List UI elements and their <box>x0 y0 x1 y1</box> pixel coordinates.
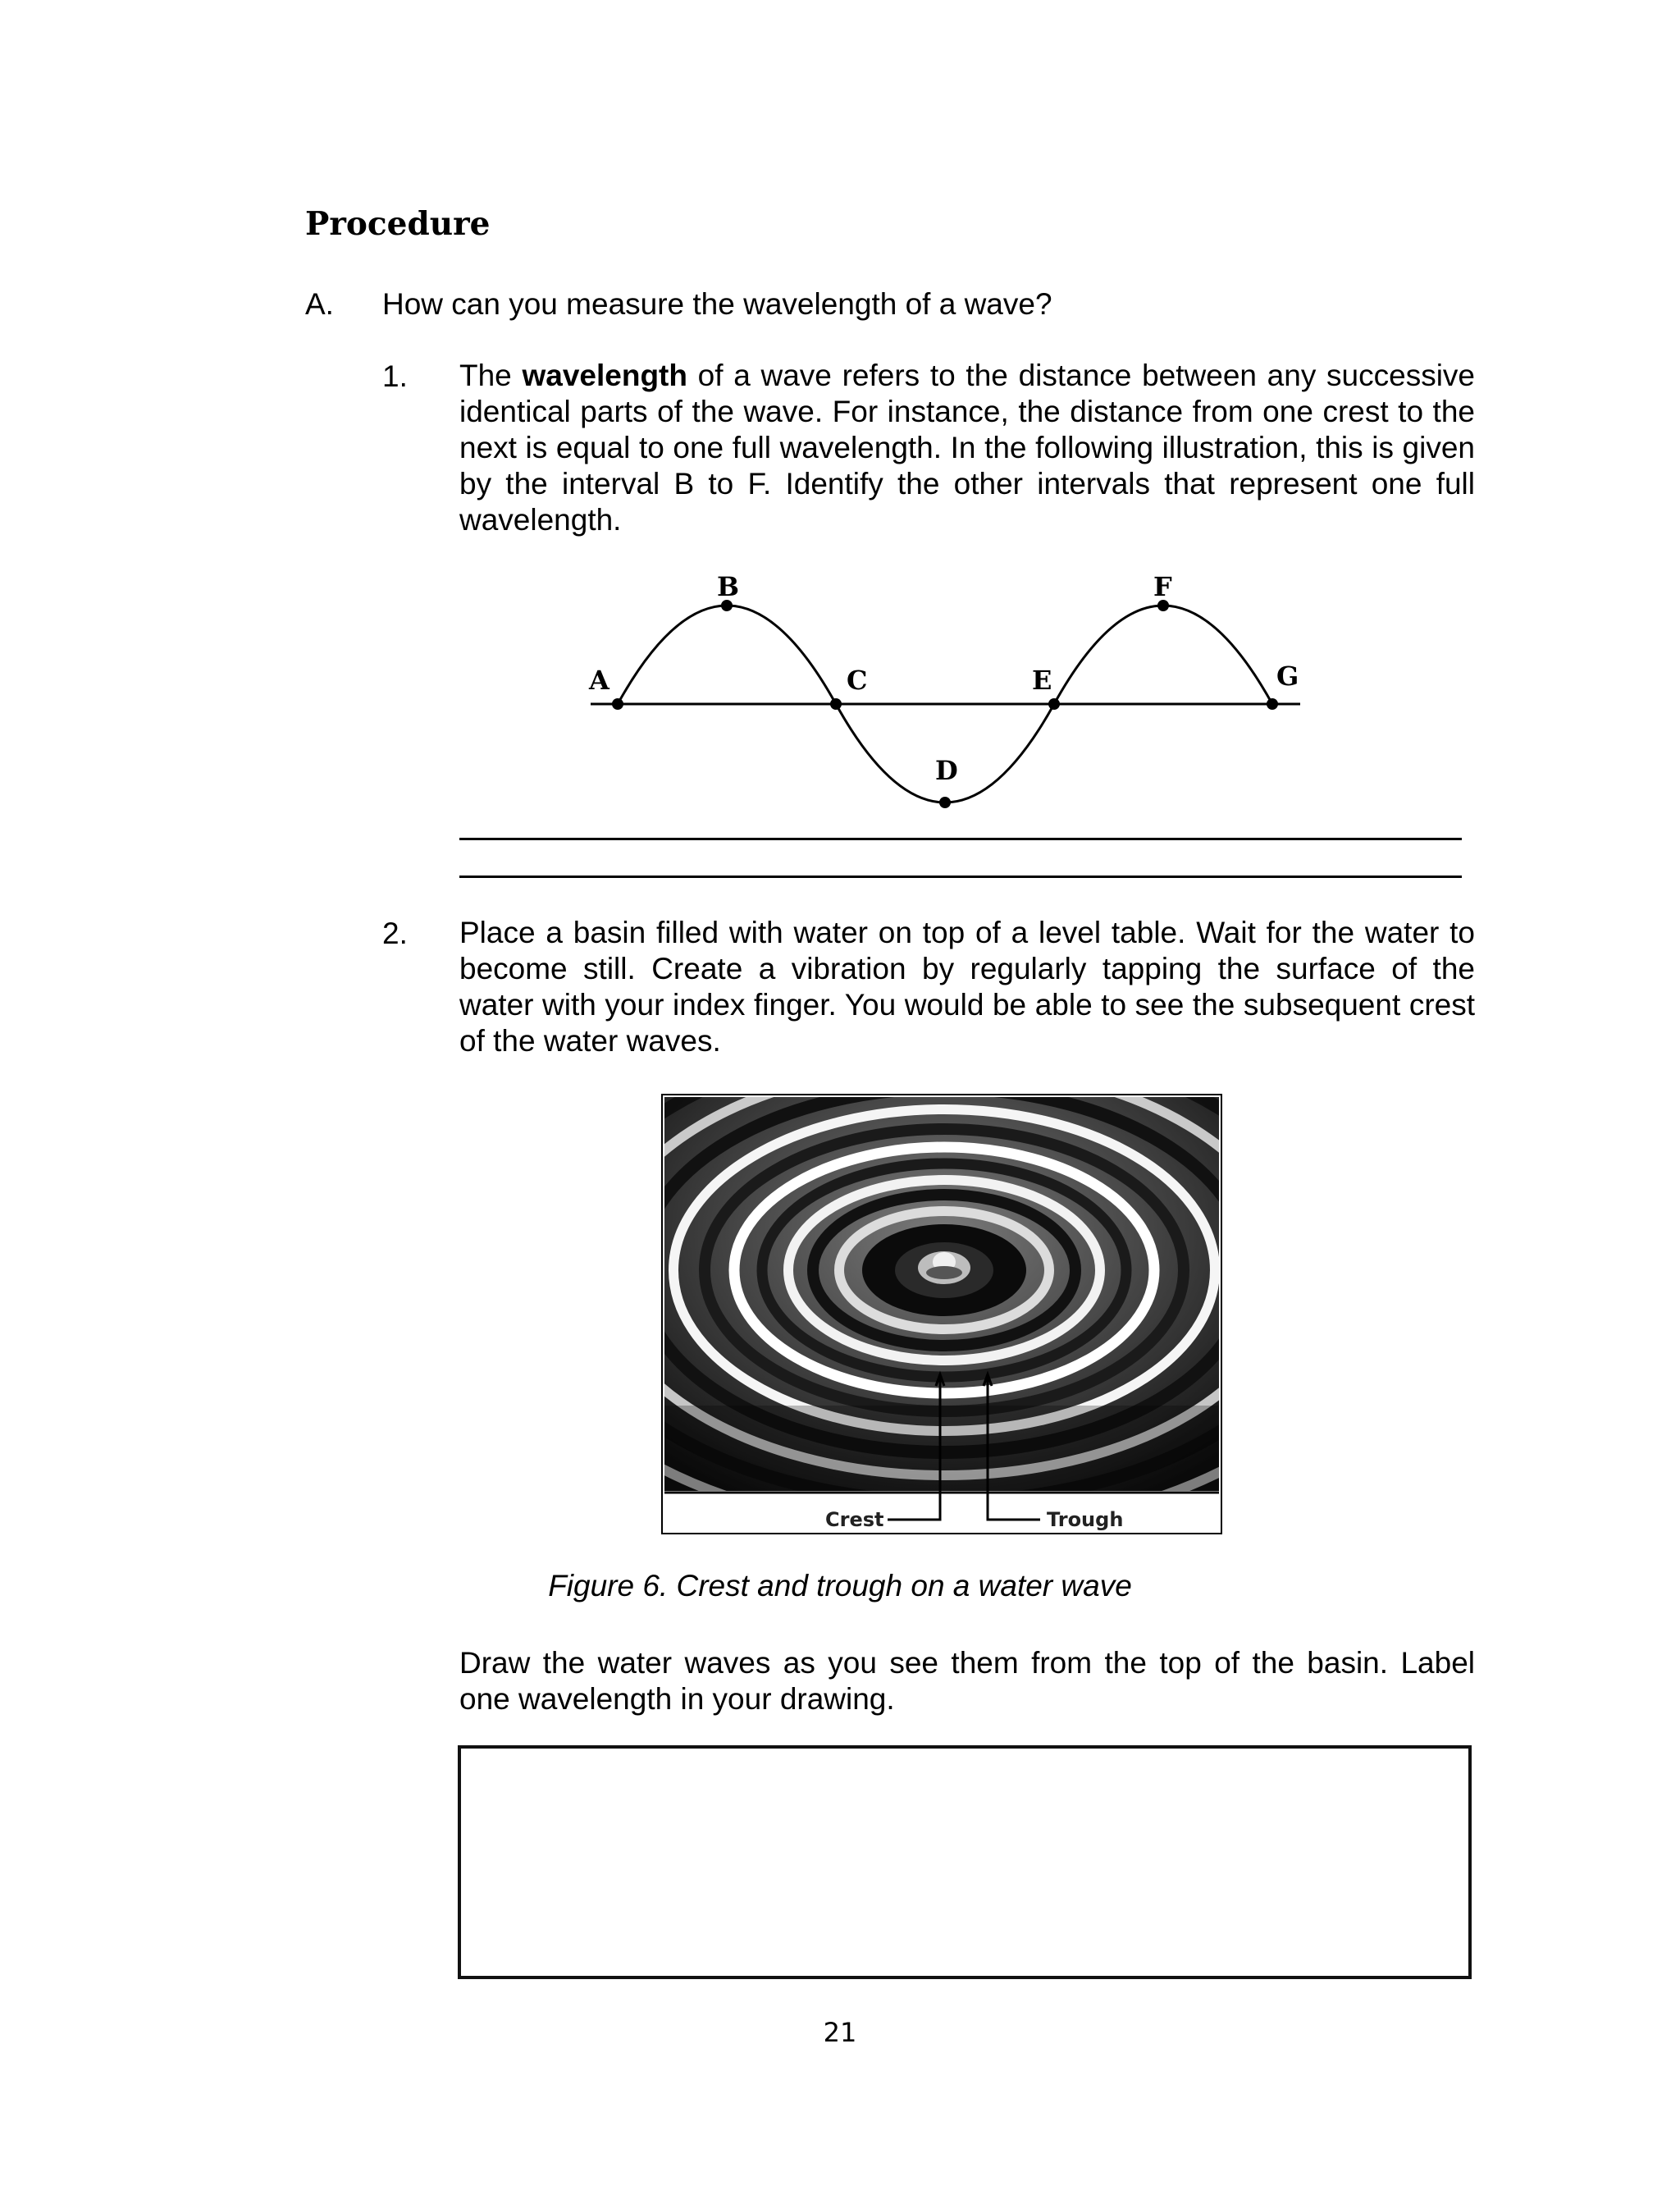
wave-diagram <box>574 566 1329 812</box>
point-d-dot <box>939 797 951 808</box>
trough-label: Trough <box>1047 1508 1124 1531</box>
point-a-dot <box>612 698 623 710</box>
point-g-dot <box>1267 698 1278 710</box>
item-2-text: Place a basin filled with water on top of a level table. Wait for the water to become still. Create a vibration by regularly tapping the surface of the water with your index finger. You would be able to see the subsequent crest of the water waves. <box>459 916 1475 1058</box>
item-1-text <box>459 358 1475 538</box>
label-a: A <box>589 665 609 696</box>
section-letter: A. <box>305 287 334 321</box>
figure-caption: Figure 6. Crest and trough on a water wave <box>548 1569 1132 1602</box>
label-e: E <box>1032 665 1052 696</box>
answer-line-2[interactable] <box>459 876 1462 878</box>
page-number: 21 <box>823 2017 857 2048</box>
item-1-text-start: The <box>459 359 523 392</box>
label-f: F <box>1153 571 1172 602</box>
label-b: B <box>717 571 740 602</box>
answer-line-1[interactable] <box>459 838 1462 840</box>
section-question: How can you measure the wavelength of a wave? <box>382 287 1052 321</box>
drawing-box[interactable] <box>458 1745 1472 1979</box>
item-2-number: 2. <box>382 917 408 950</box>
item-1-text-rest: of a wave refers to the distance between any successive identical parts of the wave. For instance, the distance from one crest to the next is equal to one full wavelength. In the following illustration, this is given by the interval B to F. Identify the other intervals that represent one full wavelength. <box>459 359 1475 537</box>
wavelength-term: wavelength <box>522 359 687 392</box>
label-c: C <box>847 665 868 696</box>
water-wave-photo <box>661 1094 1222 1534</box>
procedure-heading: Procedure <box>305 205 491 243</box>
label-g: G <box>1276 661 1299 692</box>
point-c-dot <box>830 698 842 710</box>
item-1-number: 1. <box>382 359 408 393</box>
point-e-dot <box>1048 698 1060 710</box>
label-d: D <box>935 755 958 786</box>
draw-instruction: Draw the water waves as you see them from the top of the basin. Label one wavelength in your drawing. <box>459 1646 1475 1716</box>
crest-label: Crest <box>825 1508 884 1531</box>
